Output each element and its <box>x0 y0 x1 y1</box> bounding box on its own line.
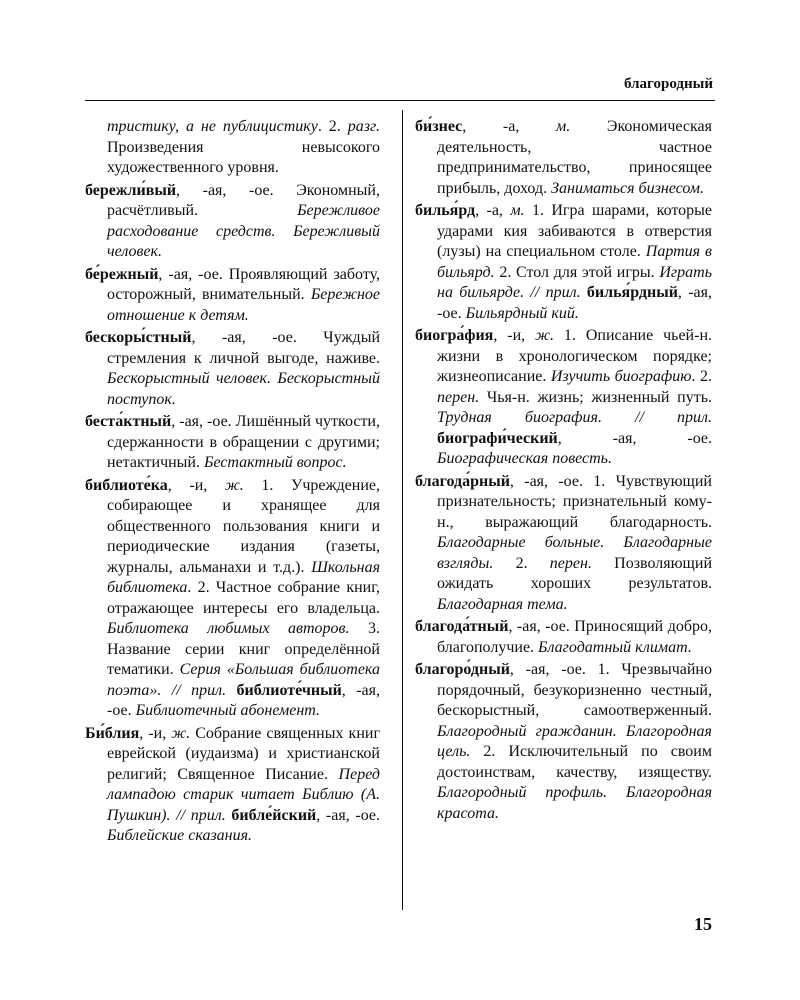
entry-example: Серия «Большая библиотека поэта». // прил. <box>107 661 380 699</box>
entry-headword: благода́тный <box>415 618 509 635</box>
entry-text: , -ая, -ое. Лишённый чуткости, сдержанности в обращении с другими; нетактичный. <box>107 413 380 471</box>
entry-text: Чья-н. жизнь; жизненный путь. <box>479 388 712 406</box>
entry-text: Собрание священных книг еврейской (иудаизма) и христианской религий; Священное Писание. <box>107 724 381 783</box>
entry-headword: благоро́дный <box>415 661 510 678</box>
dictionary-entry-biznes <box>415 117 712 199</box>
entry-text: 1. Описание чьей-н. жизни в хронологическом порядке; жизнеописание. <box>437 327 712 385</box>
entry-text: , -ая, -ое. Чуждый стремления к личной выгоде, наживе. <box>107 329 380 367</box>
dictionary-entry-biografiya <box>415 326 712 470</box>
entry-example: Благодарные больные. Благодарные взгляды. <box>437 534 712 572</box>
entry-example: Перед лампадою старик читает Библию (А. Пушкин). // прил. <box>107 765 380 824</box>
entry-example: м. <box>510 202 525 219</box>
entry-text: Произведения невысокого художественного уровня. <box>107 138 380 176</box>
entry-example: Бережное отношение к детям. <box>107 286 380 324</box>
dictionary-entry-blagorodnyy <box>415 660 712 824</box>
left-column <box>85 117 380 849</box>
entry-text: 2. Исключительный по своим достоинствам, качеству, изяществу. <box>437 743 712 781</box>
header-rule <box>85 100 715 101</box>
entry-text <box>226 682 236 699</box>
entry-example: Партия в бильярд. <box>437 243 713 281</box>
entry-text: 3. Название серии книг определённой тематики. <box>107 620 380 678</box>
entry-text: , -а, <box>462 118 557 135</box>
entry-example: Бильярдный кий. <box>465 304 579 322</box>
entry-example: Благодатный климат. <box>538 638 692 656</box>
entry-text: . 2. Частное собрание книг, отражающее интересы его владельца. <box>107 579 380 617</box>
entry-text: , -ая, -ое. <box>107 681 380 719</box>
entry-example: ж. <box>535 327 554 344</box>
entry-headword: билья́рд <box>415 202 476 219</box>
entry-text: , -ая, -ое. <box>316 806 381 824</box>
dictionary-entry-bilyard <box>415 201 712 324</box>
entry-example: ж. <box>224 476 244 494</box>
entry-text: , -и, <box>167 476 225 494</box>
entry-example: м. <box>556 118 571 135</box>
entry-headword: биогра́фия <box>415 327 494 344</box>
right-column <box>415 117 712 826</box>
entry-text: , -ая, -ое. Проявляющий заботу, осторожный, внимательный. <box>107 265 380 303</box>
entry-example: перен. <box>437 388 480 406</box>
entry-example: Бережливое расходование средств. Бережливый человек. <box>107 202 380 260</box>
page-number: 15 <box>694 914 712 934</box>
entry-example: Благородный профиль. Благородная красота. <box>437 784 712 822</box>
entry-example: тристику, а не публицистику <box>107 118 318 135</box>
entry-example: Играть на бильярде. // прил. <box>437 263 712 301</box>
entry-headword: беста́ктный <box>85 413 172 430</box>
entry-text: 2. <box>493 554 550 572</box>
entry-headword: биографи́ческий <box>437 429 558 447</box>
entry-example: ж. <box>171 724 191 742</box>
entry-example: перен. <box>549 554 592 572</box>
entry-text: , -ая, -ое. Экономный, расчётливый. <box>107 181 380 219</box>
dictionary-entry-cont <box>85 117 380 179</box>
entry-text: 2. Стол для этой игры. <box>494 263 660 281</box>
entry-example: Заниматься бизнесом. <box>551 179 704 197</box>
entry-text: , -ая, -ое. 1. Чрезвычайно порядочный, безукоризненно честный, бескорыстный, самоотверженный. <box>437 661 712 719</box>
entry-text: , -ая, -ое. 1. Чувствующий признательность; признательный кому-н., выражающий благодарность. <box>437 472 712 531</box>
entry-text: , -и, <box>139 724 172 742</box>
entry-example: Благодарная тема. <box>437 595 568 613</box>
entry-example: разг. <box>347 118 381 135</box>
dictionary-entry-beskorystnyy <box>85 328 380 410</box>
entry-example: Бестактный вопрос. <box>204 454 347 471</box>
entry-example: Бескорыстный человек. Бескорыстный поступок. <box>107 370 380 408</box>
dictionary-entry-biblioteka <box>85 476 380 722</box>
entry-headword: би́знес <box>415 118 463 135</box>
entry-example: Биографическая повесть. <box>437 450 612 467</box>
entry-text: 1. Игра шарами, которые ударами кия забиваются в отверстия (лузы) на специальном столе. <box>437 202 712 260</box>
entry-text: , -и, <box>493 327 536 344</box>
dictionary-entry-bestaktnyy <box>85 412 380 474</box>
entry-text: , -а, <box>475 202 511 219</box>
dictionary-entry-blagodatnyy <box>415 617 712 658</box>
entry-headword: бескоры́стный <box>85 329 192 346</box>
entry-example: Благородный гражданин. Благородная цель. <box>437 722 712 760</box>
entry-text: Позволяющий ожидать хороших результатов. <box>437 554 713 592</box>
entry-headword: бе́режный <box>85 265 159 283</box>
entry-example: Библейские сказания. <box>107 827 253 844</box>
entry-text: . 2. <box>317 118 348 135</box>
entry-text: , -ая, -ое. <box>437 284 712 322</box>
running-head: благородный <box>624 76 713 92</box>
entry-headword: библе́йский <box>231 806 317 824</box>
entry-text: , -ая, -ое. Приносящий добро, благополучие. <box>437 618 712 656</box>
dictionary-entry-berezhlivyy <box>85 181 380 263</box>
entry-text: , -ая, -ое. <box>557 429 712 447</box>
entry-example: Изучить биографию <box>550 368 692 385</box>
entry-headword: библиоте́чный <box>236 681 342 699</box>
entry-headword: бережли́вый <box>85 181 177 199</box>
entry-headword: благода́рный <box>415 472 510 490</box>
entry-text: 1. Учреждение, собирающее и хранящее для общественного пользования книги и периодические издания (газеты, журналы, альманахи и т.д.). <box>107 476 380 576</box>
column-divider <box>402 110 403 910</box>
entry-example: Школьная библиотека <box>107 558 380 596</box>
entry-example: Библиотечный абонемент. <box>135 702 321 719</box>
entry-headword: библиоте́ка <box>85 476 168 494</box>
dictionary-entry-bibliya <box>85 724 380 847</box>
entry-headword: билья́рдный <box>586 284 678 301</box>
dictionary-entry-blagodarnyy <box>415 472 712 616</box>
entry-text: . 2. <box>691 368 712 385</box>
entry-example: Библиотека любимых авторов. <box>107 620 350 637</box>
dictionary-entry-berezhnyy <box>85 265 380 327</box>
entry-text: Экономическая деятельность, частное предпринимательство, приносящее прибыль, доход. <box>437 118 712 197</box>
entry-example: Трудная биография. // прил. <box>437 409 712 426</box>
entry-headword: Би́блия <box>85 724 140 742</box>
